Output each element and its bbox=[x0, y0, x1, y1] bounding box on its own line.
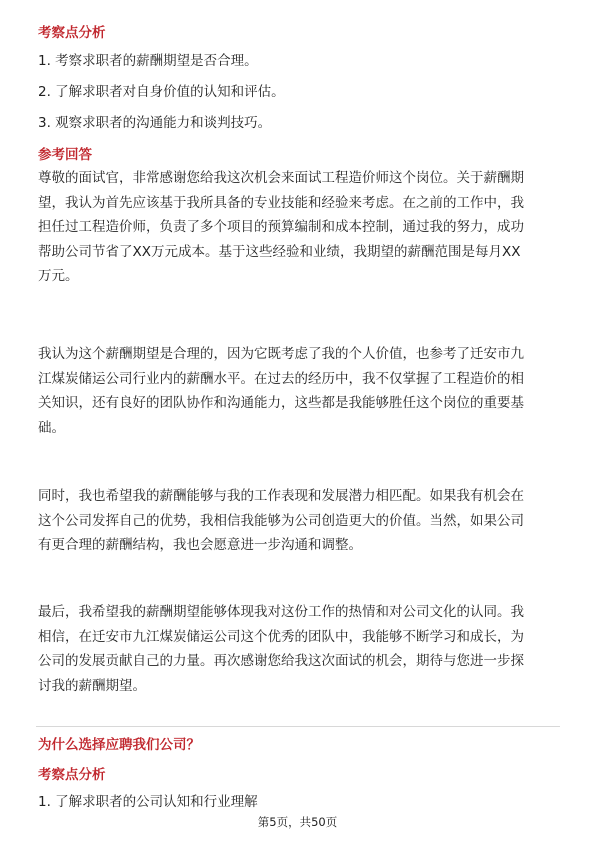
analysis-item-1: 1. 考察求职者的薪酬期望是否合理。 bbox=[38, 53, 258, 69]
paragraph-line: 担任过工程造价师，负责了多个项目的预算编制和成本控制，通过我的努力，成功 bbox=[38, 219, 524, 236]
answer-paragraph-2 bbox=[38, 342, 558, 440]
section-heading-analysis: 考察点分析 bbox=[38, 25, 106, 41]
paragraph-line: 江煤炭储运公司行业内的薪酬水平。在过去的经历中，我不仅掌握了工程造价的相 bbox=[38, 370, 524, 387]
analysis-item-3: 3. 观察求职者的沟通能力和谈判技巧。 bbox=[38, 115, 272, 131]
paragraph-line: 公司的发展贡献自己的力量。再次感谢您给我这次面试的机会，期待与您进一步探 bbox=[38, 653, 524, 670]
paragraph-line: 相信，在迁安市九江煤炭储运公司这个优秀的团队中，我能够不断学习和成长，为 bbox=[38, 628, 524, 645]
analysis-item-q2-1: 1. 了解求职者的公司认知和行业理解 bbox=[38, 794, 258, 810]
paragraph-line: 望，我认为首先应该基于我所具备的专业技能和经验来考虑。在之前的工作中，我 bbox=[38, 194, 524, 211]
paragraph-line: 讨我的薪酬期望。 bbox=[38, 677, 146, 694]
answer-paragraph-3 bbox=[38, 484, 558, 558]
page-number: 第5页，共50页 bbox=[257, 815, 338, 829]
paragraph-line: 帮助公司节省了XX万元成本。基于这些经验和业绩，我期望的薪酬范围是每月XX bbox=[38, 243, 521, 260]
analysis-item-2: 2. 了解求职者对自身价值的认知和评估。 bbox=[38, 84, 285, 100]
section-divider bbox=[36, 726, 560, 727]
paragraph-line: 我认为这个薪酬期望是合理的，因为它既考虑了我的个人价值，也参考了迁安市九 bbox=[38, 346, 524, 362]
answer-paragraph-1 bbox=[38, 166, 558, 289]
paragraph-line: 万元。 bbox=[38, 268, 79, 285]
paragraph-line: 关知识，还有良好的团队协作和沟通能力，这些都是我能够胜任这个岗位的重要基 bbox=[38, 395, 524, 412]
paragraph-line: 尊敬的面试官，非常感谢您给我这次机会来面试工程造价师这个岗位。关于薪酬期 bbox=[38, 170, 524, 186]
section-heading-answer: 参考回答 bbox=[38, 147, 92, 163]
paragraph-line: 础。 bbox=[38, 419, 65, 436]
section-heading-analysis-2: 考察点分析 bbox=[38, 767, 106, 783]
question-title: 为什么选择应聘我们公司？ bbox=[38, 737, 200, 753]
paragraph-line: 有更合理的薪酬结构，我也会愿意进一步沟通和调整。 bbox=[38, 537, 362, 554]
answer-paragraph-4 bbox=[38, 600, 558, 698]
paragraph-line: 这个公司发挥自己的优势，我相信我能够为公司创造更大的价值。当然，如果公司 bbox=[38, 512, 524, 529]
paragraph-line: 最后，我希望我的薪酬期望能够体现我对这份工作的热情和对公司文化的认同。我 bbox=[38, 604, 524, 620]
paragraph-line: 同时，我也希望我的薪酬能够与我的工作表现和发展潜力相匹配。如果我有机会在 bbox=[38, 488, 524, 504]
